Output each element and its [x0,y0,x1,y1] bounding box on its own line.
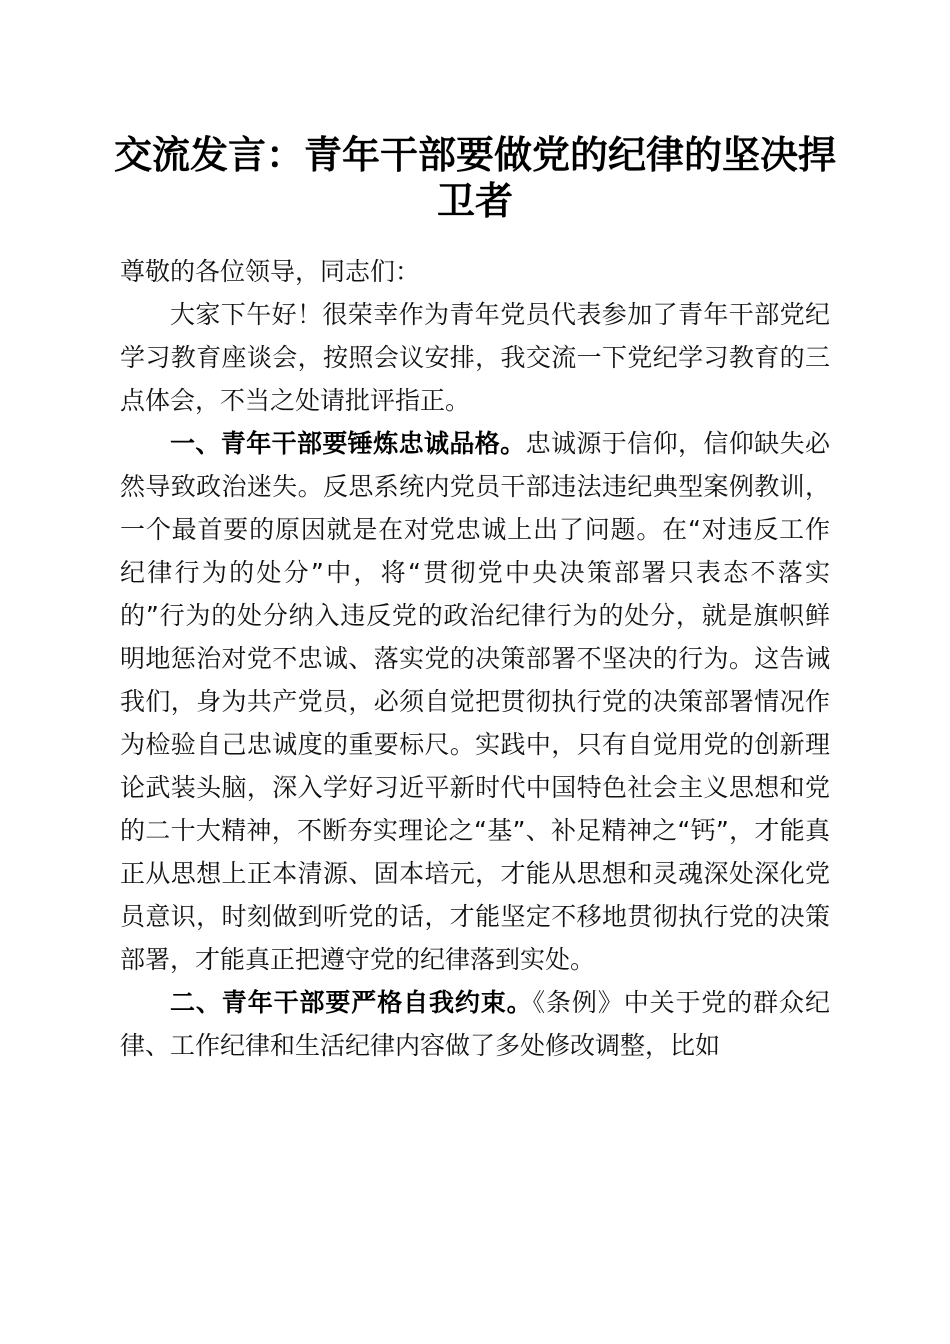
section-one-paragraph [120,422,830,981]
section-one-heading: 一、青年干部要锤炼忠诚品格。 [170,429,526,458]
section-two-paragraph [120,981,830,1067]
section-one-text: 忠诚源于信仰，信仰缺失必然导致政治迷失。反思系统内党员干部违法违纪典型案例教训，一个最首要的原因就是在对党忠诚上出了问题。在“对违反工作纪律行为的处分”中，将“贯彻党中央决策部署只表态不落实的”行为的处分纳入违反党的政治纪律行为的处分，就是旗帜鲜明地惩治对党不忠诚、落实党的决策部署不坚决的行为。这告诫我们，身为共产党员，必须自觉把贯彻执行党的决策部署情况作为检验自己忠诚度的重要标尺。实践中，只有自觉用党的创新理论武装头脑，深入学好习近平新时代中国特色社会主义思想和党的二十大精神，不断夯实理论之“基”、补足精神之“钙”，才能真正从思想上正本清源、固本培元，才能从思想和灵魂深处深化党员意识，时刻做到听党的话，才能坚定不移地贯彻执行党的决策部署，才能真正把遵守党的纪律落到实处。 [120,429,830,974]
document-body [120,250,830,1067]
section-two-text: 《条例》中关于党的群众纪律、工作纪律和生活纪律内容做了多处修改调整，比如 [120,988,830,1060]
section-two-heading: 二、青年干部要严格自我约束。 [170,988,533,1017]
greeting-line: 尊敬的各位领导，同志们： [120,257,421,286]
document-title: 交流发言：青年干部要做党的纪律的坚决捍卫者 [113,132,836,223]
intro-paragraph: 大家下午好！很荣幸作为青年党员代表参加了青年干部党纪学习教育座谈会，按照会议安排，我交流一下党纪学习教育的三点体会，不当之处请批评指正。 [120,300,830,415]
